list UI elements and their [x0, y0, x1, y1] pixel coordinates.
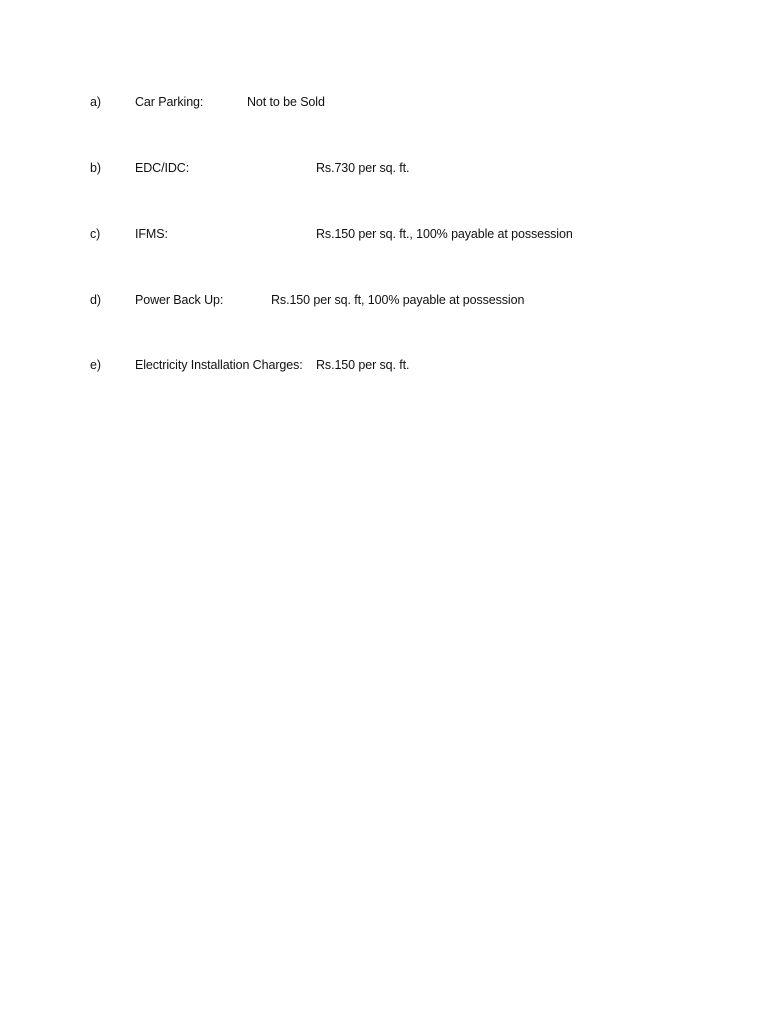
list-marker: e): [90, 358, 101, 372]
item-value: Rs.150 per sq. ft.: [316, 358, 410, 372]
list-item-electricity-installation: [0, 355, 768, 375]
item-label: Power Back Up:: [135, 293, 224, 307]
list-item-power-back-up: [0, 290, 768, 310]
item-label: IFMS:: [135, 227, 168, 241]
item-value: Rs.150 per sq. ft., 100% payable at possession: [316, 227, 573, 241]
list-marker: c): [90, 227, 101, 241]
item-label: Electricity Installation Charges:: [135, 358, 303, 372]
item-label: EDC/IDC:: [135, 161, 190, 175]
list-item-edc-idc: [0, 158, 768, 178]
list-marker: a): [90, 95, 101, 109]
item-value: Not to be Sold: [247, 95, 325, 109]
list-item-car-parking: [0, 92, 768, 112]
list-item-ifms: [0, 224, 768, 244]
item-value: Rs.730 per sq. ft.: [316, 161, 410, 175]
item-value: Rs.150 per sq. ft, 100% payable at possession: [271, 293, 525, 307]
list-marker: b): [90, 161, 101, 175]
list-marker: d): [90, 293, 101, 307]
item-label: Car Parking:: [135, 95, 204, 109]
